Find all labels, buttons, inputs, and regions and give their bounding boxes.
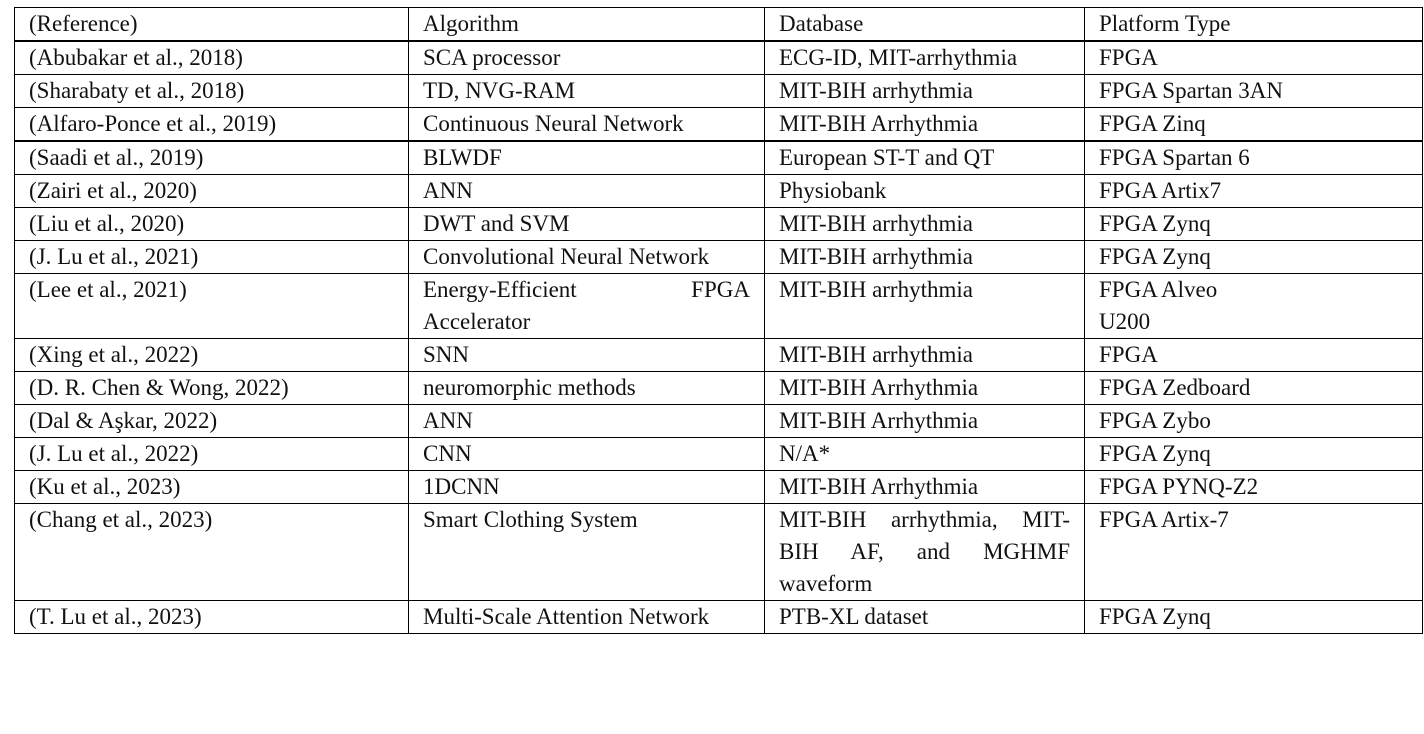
table-row	[15, 601, 1423, 634]
cell-algorithm: TD, NVG-RAM	[409, 75, 765, 108]
table-row	[15, 75, 1423, 108]
cell-algorithm: CNN	[409, 438, 765, 471]
cell-database: MIT-BIH Arrhythmia	[765, 405, 1085, 438]
table-wrapper	[14, 7, 1423, 634]
cell-database: MIT-BIH arrhythmia, MIT-BIH AF, and MGHMF waveform	[765, 504, 1085, 601]
cell-algorithm: Energy-Efficient FPGA Accelerator	[409, 274, 765, 339]
header-database: Database	[765, 8, 1085, 42]
cell-platform: FPGA Spartan 6	[1085, 141, 1423, 175]
cell-database: PTB-XL dataset	[765, 601, 1085, 634]
table-row	[15, 241, 1423, 274]
cell-algorithm: ANN	[409, 405, 765, 438]
cell-database: Physiobank	[765, 175, 1085, 208]
cell-algorithm: DWT and SVM	[409, 208, 765, 241]
header-reference: (Reference)	[15, 8, 409, 42]
cell-platform: FPGA Zedboard	[1085, 372, 1423, 405]
table-row	[15, 108, 1423, 142]
cell-platform: FPGA Artix-7	[1085, 504, 1423, 601]
cell-reference: (Zairi et al., 2020)	[15, 175, 409, 208]
cell-algorithm: ANN	[409, 175, 765, 208]
table-row	[15, 372, 1423, 405]
table-row	[15, 438, 1423, 471]
cell-platform: FPGA Zynq	[1085, 601, 1423, 634]
cell-algorithm: Smart Clothing System	[409, 504, 765, 601]
table-row	[15, 274, 1423, 339]
cell-platform: FPGA Zinq	[1085, 108, 1423, 142]
table-row	[15, 405, 1423, 438]
cell-reference: (Saadi et al., 2019)	[15, 141, 409, 175]
cell-reference: (Sharabaty et al., 2018)	[15, 75, 409, 108]
cell-algorithm: BLWDF	[409, 141, 765, 175]
cell-reference: (Liu et al., 2020)	[15, 208, 409, 241]
cell-algorithm: SCA processor	[409, 41, 765, 75]
cell-database: MIT-BIH Arrhythmia	[765, 471, 1085, 504]
cell-reference: (Dal & Aşkar, 2022)	[15, 405, 409, 438]
cell-reference: (Ku et al., 2023)	[15, 471, 409, 504]
cell-platform: FPGA Spartan 3AN	[1085, 75, 1423, 108]
table-row	[15, 175, 1423, 208]
cell-platform: FPGA Zybo	[1085, 405, 1423, 438]
cell-database: MIT-BIH arrhythmia	[765, 241, 1085, 274]
cell-reference: (Lee et al., 2021)	[15, 274, 409, 339]
cell-reference: (D. R. Chen & Wong, 2022)	[15, 372, 409, 405]
cell-platform: FPGA PYNQ-Z2	[1085, 471, 1423, 504]
cell-platform: FPGA Zynq	[1085, 208, 1423, 241]
table-row	[15, 208, 1423, 241]
cell-database-text: ECG-ID, MIT-arrhythmia	[779, 45, 1018, 70]
cell-reference: (Xing et al., 2022)	[15, 339, 409, 372]
cell-algorithm: 1DCNN	[409, 471, 765, 504]
cell-database: European ST-T and QT	[765, 141, 1085, 175]
header-platform-type: Platform Type	[1085, 8, 1423, 42]
cell-platform: FPGA	[1085, 41, 1423, 75]
cell-database: MIT-BIH Arrhythmia	[765, 108, 1085, 142]
cell-reference: (J. Lu et al., 2022)	[15, 438, 409, 471]
cell-database: MIT-BIH Arrhythmia	[765, 372, 1085, 405]
cell-database	[765, 41, 1085, 75]
cell-algorithm: Continuous Neural Network	[409, 108, 765, 142]
table-row	[15, 141, 1423, 175]
cell-database: N/A*	[765, 438, 1085, 471]
cell-platform: FPGA Artix7	[1085, 175, 1423, 208]
cell-algorithm: SNN	[409, 339, 765, 372]
cell-reference: (Abubakar et al., 2018)	[15, 41, 409, 75]
cell-database: MIT-BIH arrhythmia	[765, 208, 1085, 241]
cell-platform: FPGA Alveo U200	[1085, 274, 1423, 339]
cell-algorithm: Convolutional Neural Network	[409, 241, 765, 274]
cell-platform: FPGA Zynq	[1085, 438, 1423, 471]
cell-reference: (J. Lu et al., 2021)	[15, 241, 409, 274]
cell-database: MIT-BIH arrhythmia	[765, 339, 1085, 372]
fpga-ecg-comparison-table	[14, 7, 1423, 634]
table-row	[15, 471, 1423, 504]
table-header-row	[15, 8, 1423, 42]
cell-database: MIT-BIH arrhythmia	[765, 75, 1085, 108]
table-row	[15, 339, 1423, 372]
cell-reference: (Alfaro-Ponce et al., 2019)	[15, 108, 409, 142]
cell-algorithm: neuromorphic methods	[409, 372, 765, 405]
table-row	[15, 41, 1423, 75]
header-algorithm: Algorithm	[409, 8, 765, 42]
cell-database: MIT-BIH arrhythmia	[765, 274, 1085, 339]
cell-reference: (Chang et al., 2023)	[15, 504, 409, 601]
cell-platform: FPGA Zynq	[1085, 241, 1423, 274]
cell-reference: (T. Lu et al., 2023)	[15, 601, 409, 634]
cell-algorithm: Multi-Scale Attention Network	[409, 601, 765, 634]
cell-platform: FPGA	[1085, 339, 1423, 372]
table-row	[15, 504, 1423, 601]
